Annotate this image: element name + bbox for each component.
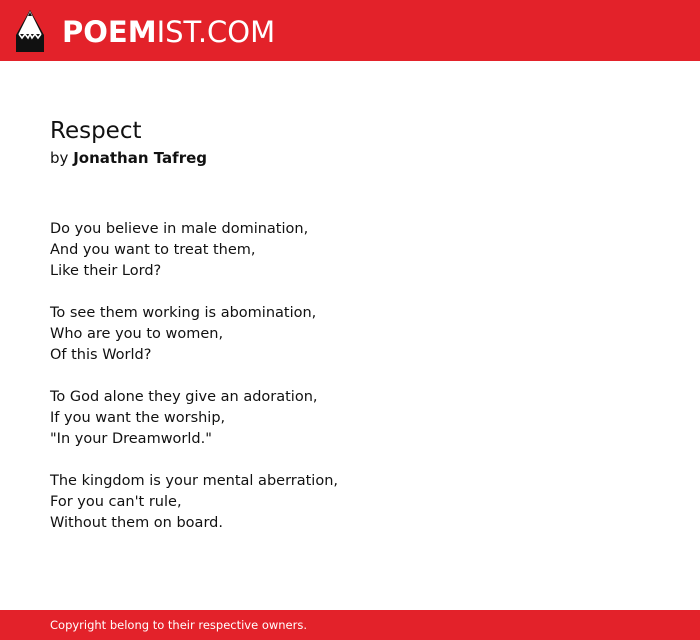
poem-line: Do you believe in male domination, <box>50 221 309 237</box>
stanza <box>50 471 650 534</box>
poem-line: And you want to treat them, <box>50 242 256 258</box>
poem-line: Without them on board. <box>50 515 223 531</box>
byline <box>50 147 650 169</box>
by-label: by <box>50 149 69 167</box>
stanza <box>50 219 650 282</box>
logo-text-bold: POEM <box>62 14 157 49</box>
poem-content <box>50 117 650 555</box>
poem-line: The kingdom is your mental aberration, <box>50 473 339 489</box>
poem-line: Like their Lord? <box>50 263 162 279</box>
stanza <box>50 303 650 366</box>
site-footer <box>0 610 700 640</box>
poem-line: To see them working is abomination, <box>50 305 317 321</box>
pencil-tip-icon <box>16 10 44 52</box>
copyright-text: Copyright belong to their respective owners. <box>50 618 308 632</box>
poem-line: For you can't rule, <box>50 494 182 510</box>
logo-wordmark <box>62 14 276 49</box>
logo-text-light: IST.COM <box>156 14 276 49</box>
author-link[interactable]: Jonathan Tafreg <box>73 149 208 167</box>
poem-line: If you want the worship, <box>50 410 226 426</box>
poem-line: Of this World? <box>50 347 152 363</box>
poem-line: Who are you to women, <box>50 326 224 342</box>
site-header <box>0 0 700 61</box>
poem-line: "In your Dreamworld." <box>50 431 212 447</box>
poem-title: Respect <box>50 118 142 144</box>
stanza <box>50 387 650 450</box>
poem-line: To God alone they give an adoration, <box>50 389 318 405</box>
site-logo[interactable] <box>16 10 275 52</box>
poem-body <box>50 219 650 534</box>
